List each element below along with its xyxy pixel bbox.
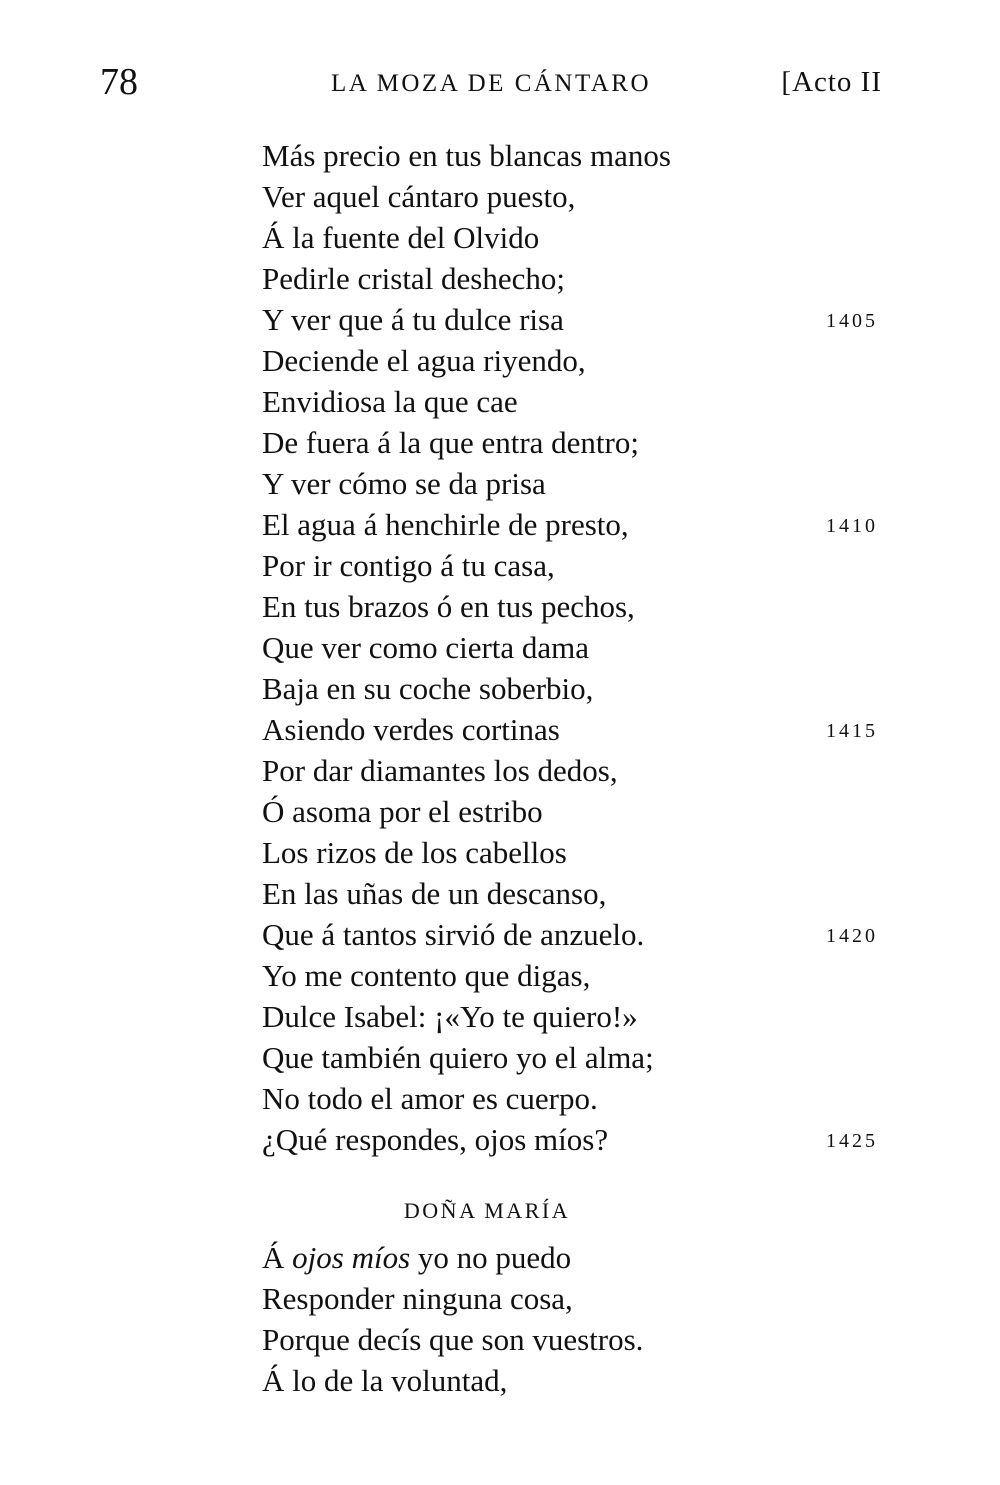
verse-text: Dulce Isabel: ¡«Yo te quiero!» [262,999,638,1034]
verse-text: Que ver como cierta dama [262,630,590,665]
verse-text: Más precio en tus blancas manos [262,138,671,173]
verse-line [262,709,882,750]
verse-line [262,176,882,217]
verse-text: Ó asoma por el estribo [262,794,543,829]
verse-text: Asiendo verdes cortinas [262,712,560,747]
verse-text: Por ir contigo á tu casa, [262,548,555,583]
verse-text: Por dar diamantes los dedos, [262,753,618,788]
verse-text: Responder ninguna cosa, [262,1281,573,1316]
verse-line [262,1237,882,1278]
verse-text-start: Á [262,1240,293,1275]
verse-text: Los rizos de los cabellos [262,835,567,870]
verse-text: ¿Qué respondes, ojos míos? [262,1122,609,1157]
verse-text: Pedirle cristal deshecho; [262,261,566,296]
verse-line [262,422,882,463]
line-number: 1405 [826,310,878,332]
verse-text: Ver aquel cántaro puesto, [262,179,576,214]
verse-text: Que también quiero yo el alma; [262,1040,654,1075]
verse-line [262,914,882,955]
verse-line [262,1360,882,1401]
line-number: 1410 [826,515,878,537]
verse-text: Baja en su coche soberbio, [262,671,594,706]
verse-line [262,1319,882,1360]
verse-line [262,504,882,545]
verse-line [262,791,882,832]
verse-line [262,1278,882,1319]
verse-line [262,955,882,996]
reply-verse-block [262,1237,882,1401]
verse-text: Y ver que á tu dulce risa [262,302,564,337]
verse-text: No todo el amor es cuerpo. [262,1081,598,1116]
verse-line [262,340,882,381]
verse-text: Deciende el agua riyendo, [262,343,586,378]
verse-text: El agua á henchirle de presto, [262,507,629,542]
running-title: LA MOZA DE CÁNTARO [330,70,652,97]
verse-line [262,627,882,668]
verse-text: Porque decís que son vuestros. [262,1322,644,1357]
verse-text: Á lo de la voluntad, [262,1363,508,1398]
verse-line [262,463,882,504]
speaker-name: DOÑA MARÍA [403,1198,571,1223]
verse-text: Y ver cómo se da prisa [262,466,546,501]
verse-line [262,258,882,299]
verse-text: De fuera á la que entra dentro; [262,425,639,460]
verse-line [262,996,882,1037]
verse-line [262,135,882,176]
verse-line [262,873,882,914]
verse-text: En tus brazos ó en tus pechos, [262,589,635,624]
verse-text-italic: ojos míos [292,1240,411,1275]
line-number: 1425 [826,1130,878,1152]
line-number: 1415 [826,720,878,742]
page-header [100,58,882,106]
verse-line [262,832,882,873]
verse-text-end: yo no puedo [410,1240,572,1275]
verse-text: Á la fuente del Olvido [262,220,540,255]
verse-text: Que á tantos sirvió de anzuelo. [262,917,645,952]
verse-text: En las uñas de un descanso, [262,876,607,911]
verse-line [262,1078,882,1119]
verse-text: Envidiosa la que cae [262,384,518,419]
verse-line [262,1119,882,1160]
line-number: 1420 [826,925,878,947]
verse-line [262,1037,882,1078]
verse-line [262,299,882,340]
verse-line [262,668,882,709]
verse-text: Yo me contento que digas, [262,958,591,993]
verse-line [262,586,882,627]
verse-text [262,1237,571,1278]
act-label: [Acto II [781,66,882,98]
page-number: 78 [100,61,138,103]
verse-block [262,135,882,1160]
verse-line [262,545,882,586]
verse-line [262,750,882,791]
verse-line [262,381,882,422]
verse-line [262,217,882,258]
